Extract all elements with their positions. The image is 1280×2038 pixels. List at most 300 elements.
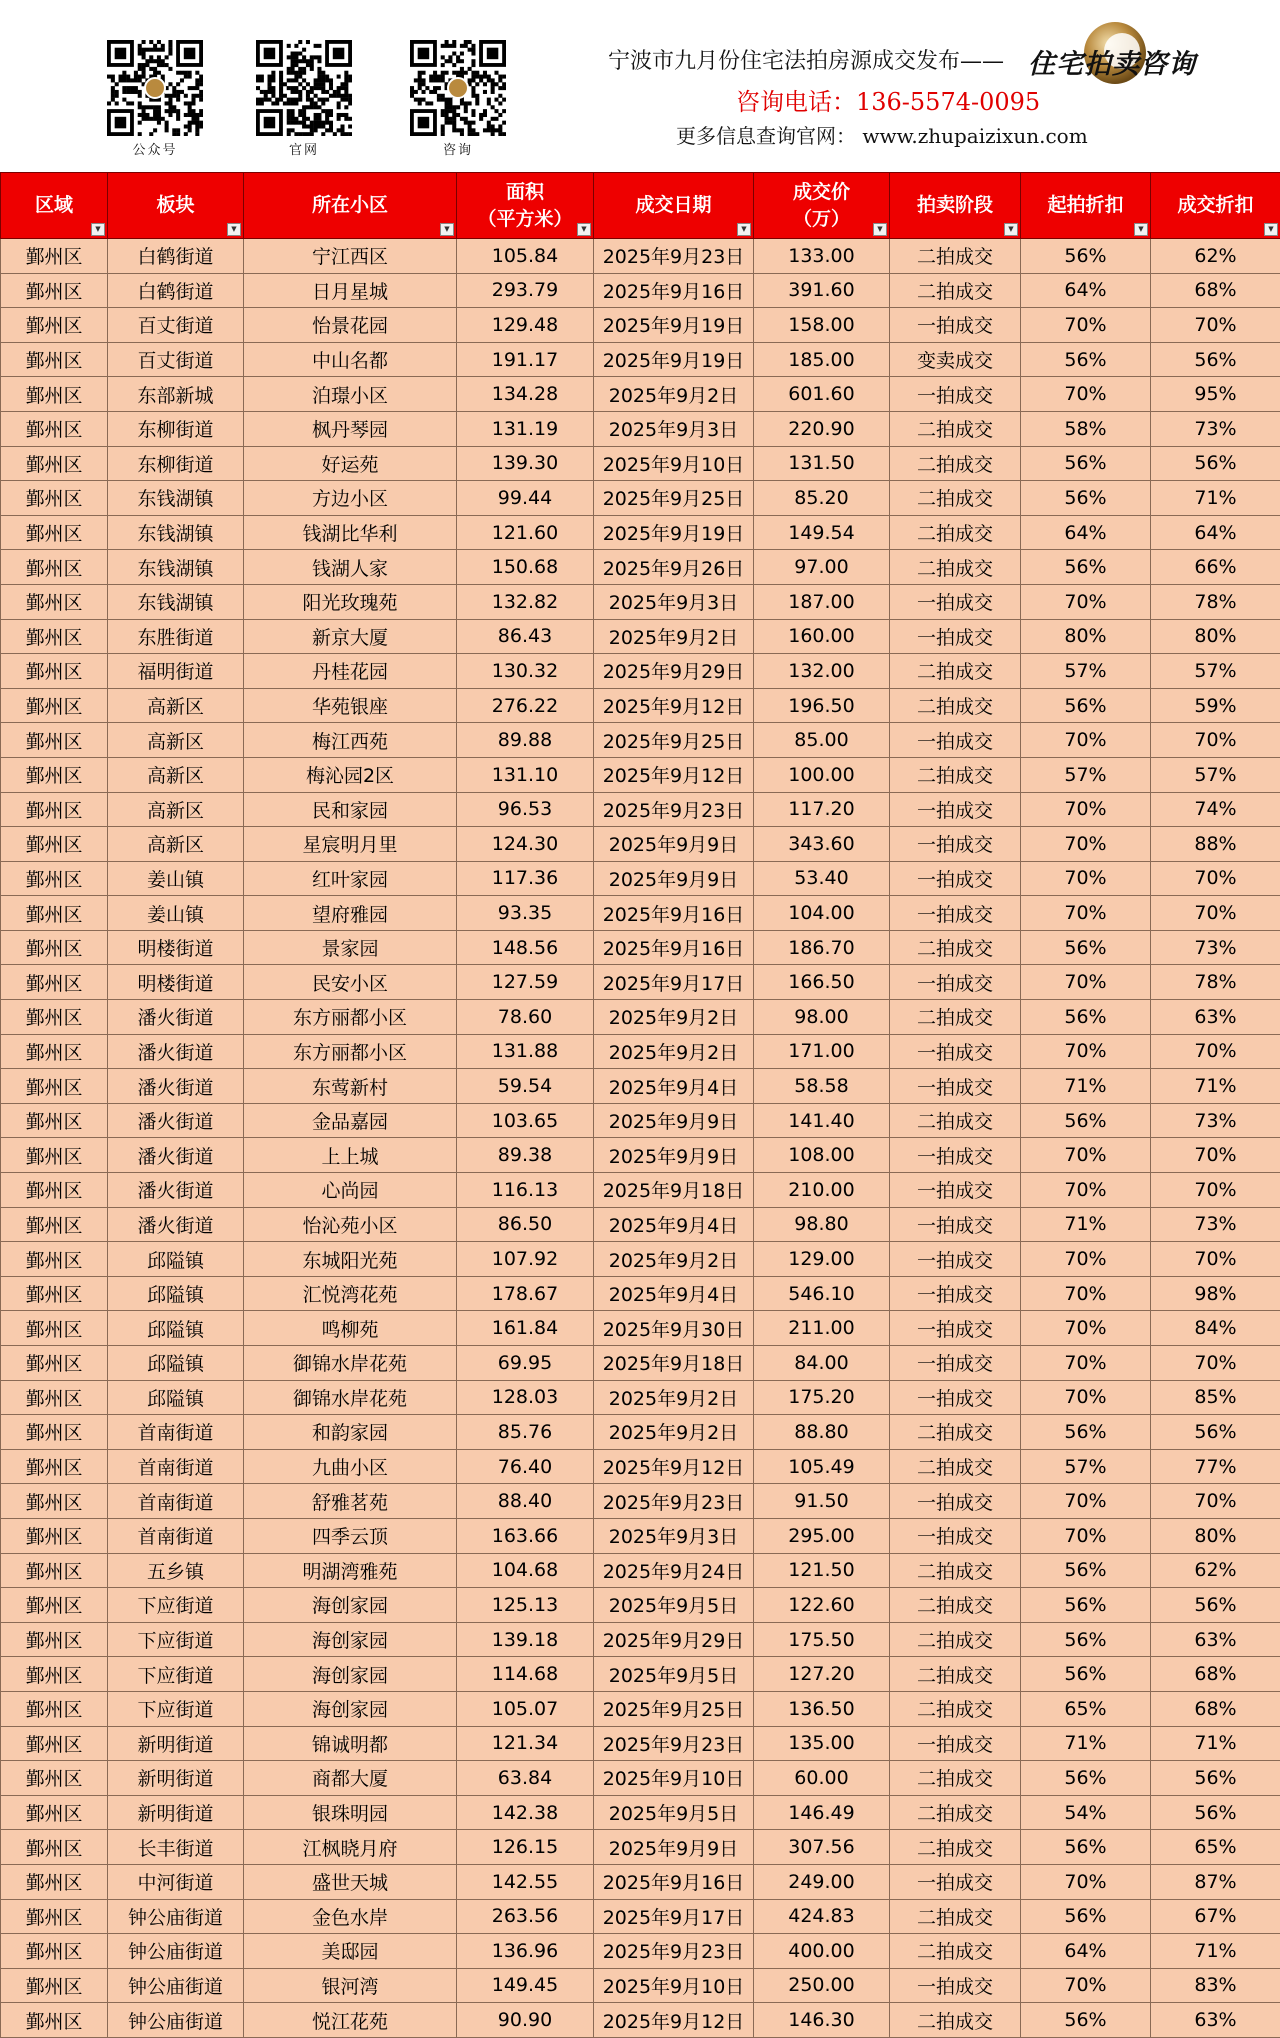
table-row — [1, 965, 1280, 1000]
table-cell: 77% — [1151, 1449, 1280, 1484]
table-cell: 鄞州区 — [1, 1830, 108, 1865]
table-cell: 64% — [1021, 515, 1151, 550]
table-cell: 鄞州区 — [1, 1346, 108, 1381]
column-header-label: 成交价 — [754, 179, 889, 206]
table-cell: 邱隘镇 — [108, 1242, 244, 1277]
table-cell: 175.20 — [754, 1380, 890, 1415]
table-cell: 汇悦湾花苑 — [244, 1276, 457, 1311]
table-cell: 56% — [1021, 2003, 1151, 2038]
table-cell: 2025年9月2日 — [594, 1380, 754, 1415]
table-cell: 59% — [1151, 688, 1280, 723]
table-cell: 2025年9月5日 — [594, 1657, 754, 1692]
table-cell: 127.59 — [457, 965, 594, 1000]
table-cell: 一拍成交 — [890, 1242, 1021, 1277]
table-cell: 望府雅园 — [244, 896, 457, 931]
table-cell: 56% — [1021, 1553, 1151, 1588]
table-cell: 鄞州区 — [1, 584, 108, 619]
table-cell: 139.30 — [457, 446, 594, 481]
table-cell: 二拍成交 — [890, 2003, 1021, 2038]
table-cell: 鄞州区 — [1, 1173, 108, 1208]
table-row — [1, 377, 1280, 412]
table-cell: 117.20 — [754, 792, 890, 827]
table-cell: 70% — [1021, 1138, 1151, 1173]
column-header[interactable] — [1021, 173, 1151, 239]
table-cell: 东钱湖镇 — [108, 515, 244, 550]
table-cell: 70% — [1021, 965, 1151, 1000]
hotline[interactable]: 咨询电话：136-5574-0095 — [736, 82, 1040, 117]
table-row — [1, 411, 1280, 446]
table-cell: 105.84 — [457, 239, 594, 274]
table-cell: 132.00 — [754, 654, 890, 689]
table-cell: 211.00 — [754, 1311, 890, 1346]
table-header-row — [1, 173, 1280, 239]
table-row — [1, 688, 1280, 723]
table-cell: 60.00 — [754, 1761, 890, 1796]
table-cell: 96.53 — [457, 792, 594, 827]
table-cell: 二拍成交 — [890, 550, 1021, 585]
table-cell: 2025年9月12日 — [594, 1449, 754, 1484]
table-cell: 56% — [1021, 930, 1151, 965]
table-cell: 鄞州区 — [1, 1588, 108, 1623]
table-cell: 131.10 — [457, 757, 594, 792]
table-cell: 128.03 — [457, 1380, 594, 1415]
table-cell: 84% — [1151, 1311, 1280, 1346]
table-cell: 2025年9月9日 — [594, 1830, 754, 1865]
table-cell: 136.96 — [457, 1934, 594, 1969]
table-cell: 87% — [1151, 1864, 1280, 1899]
table-cell: 姜山镇 — [108, 861, 244, 896]
table-cell: 明楼街道 — [108, 965, 244, 1000]
table-cell: 东莺新村 — [244, 1069, 457, 1104]
table-cell: 首南街道 — [108, 1415, 244, 1450]
table-cell: 潘火街道 — [108, 1207, 244, 1242]
filter-dropdown-icon[interactable]: ▼ — [873, 223, 887, 236]
table-cell: 56% — [1021, 1000, 1151, 1035]
table-cell: 80% — [1151, 1518, 1280, 1553]
table-cell: 2025年9月2日 — [594, 1000, 754, 1035]
table-cell: 64% — [1021, 273, 1151, 308]
table-cell: 潘火街道 — [108, 1103, 244, 1138]
table-cell: 56% — [1151, 1795, 1280, 1830]
table-cell: 鄞州区 — [1, 757, 108, 792]
table-cell: 70% — [1021, 1311, 1151, 1346]
table-cell: 2025年9月26日 — [594, 550, 754, 585]
filter-dropdown-icon[interactable]: ▼ — [737, 223, 751, 236]
table-cell: 长丰街道 — [108, 1830, 244, 1865]
table-cell: 一拍成交 — [890, 584, 1021, 619]
table-cell: 潘火街道 — [108, 1138, 244, 1173]
table-cell: 鄞州区 — [1, 1034, 108, 1069]
table-cell: 141.40 — [754, 1103, 890, 1138]
filter-dropdown-icon[interactable]: ▼ — [91, 223, 105, 236]
table-cell: 明楼街道 — [108, 930, 244, 965]
table-cell: 2025年9月3日 — [594, 411, 754, 446]
table-cell: 明湖湾雅苑 — [244, 1553, 457, 1588]
table-cell: 73% — [1151, 930, 1280, 965]
table-cell: 166.50 — [754, 965, 890, 1000]
qr-code-consult[interactable] — [410, 40, 506, 158]
table-cell: 鄞州区 — [1, 2003, 108, 2038]
table-cell: 131.50 — [754, 446, 890, 481]
table-cell: 一拍成交 — [890, 1346, 1021, 1381]
table-cell: 四季云顶 — [244, 1518, 457, 1553]
table-cell: 54% — [1021, 1795, 1151, 1830]
table-cell: 70% — [1021, 861, 1151, 896]
table-cell: 鄞州区 — [1, 1276, 108, 1311]
table-cell: 124.30 — [457, 827, 594, 862]
table-cell: 175.50 — [754, 1622, 890, 1657]
table-cell: 83% — [1151, 1968, 1280, 2003]
table-row — [1, 896, 1280, 931]
table-cell: 2025年9月10日 — [594, 446, 754, 481]
table-cell: 2025年9月3日 — [594, 1518, 754, 1553]
table-cell: 93.35 — [457, 896, 594, 931]
table-cell: 63.84 — [457, 1761, 594, 1796]
table-cell: 百丈街道 — [108, 342, 244, 377]
table-cell: 鄞州区 — [1, 1138, 108, 1173]
table-cell: 一拍成交 — [890, 1484, 1021, 1519]
table-cell: 161.84 — [457, 1311, 594, 1346]
table-cell: 梅江西苑 — [244, 723, 457, 758]
table-cell: 343.60 — [754, 827, 890, 862]
table-cell: 东胜街道 — [108, 619, 244, 654]
table-cell: 95% — [1151, 377, 1280, 412]
table-cell: 70% — [1151, 1034, 1280, 1069]
table-cell: 二拍成交 — [890, 1103, 1021, 1138]
table-cell: 70% — [1151, 861, 1280, 896]
table-cell: 潘火街道 — [108, 1069, 244, 1104]
column-header[interactable] — [890, 173, 1021, 239]
table-cell: 邱隘镇 — [108, 1276, 244, 1311]
table-cell: 2025年9月12日 — [594, 757, 754, 792]
column-header-unit: （万） — [754, 206, 889, 233]
column-header[interactable] — [1, 173, 108, 239]
table-row — [1, 584, 1280, 619]
table-cell: 191.17 — [457, 342, 594, 377]
qr-code-wechat[interactable] — [107, 40, 203, 158]
table-row — [1, 757, 1280, 792]
qr-code-icon — [107, 40, 203, 136]
table-row — [1, 515, 1280, 550]
table-cell: 121.60 — [457, 515, 594, 550]
table-cell: 56% — [1021, 481, 1151, 516]
table-cell: 78% — [1151, 584, 1280, 619]
table-row — [1, 1173, 1280, 1208]
table-cell: 99.44 — [457, 481, 594, 516]
table-cell: 70% — [1151, 896, 1280, 931]
table-cell: 70% — [1021, 1518, 1151, 1553]
table-cell: 63% — [1151, 2003, 1280, 2038]
table-cell: 一拍成交 — [890, 619, 1021, 654]
table-cell: 86.43 — [457, 619, 594, 654]
table-cell: 64% — [1021, 1934, 1151, 1969]
table-cell: 华苑银座 — [244, 688, 457, 723]
table-cell: 邱隘镇 — [108, 1346, 244, 1381]
website-line[interactable]: 更多信息查询官网： www.zhupaizixun.com — [676, 120, 1088, 149]
table-cell: 68% — [1151, 273, 1280, 308]
table-cell: 70% — [1151, 1138, 1280, 1173]
table-cell: 2025年9月5日 — [594, 1795, 754, 1830]
table-cell: 105.07 — [457, 1691, 594, 1726]
table-row — [1, 273, 1280, 308]
table-cell: 59.54 — [457, 1069, 594, 1104]
table-cell: 125.13 — [457, 1588, 594, 1623]
column-header[interactable] — [1151, 173, 1280, 239]
qr-code-icon — [410, 40, 506, 136]
table-cell: 107.92 — [457, 1242, 594, 1277]
column-header-label: 板块 — [108, 192, 243, 219]
table-cell: 鄞州区 — [1, 481, 108, 516]
table-cell: 二拍成交 — [890, 1588, 1021, 1623]
column-header-unit: （平方米） — [457, 206, 593, 233]
filter-dropdown-icon[interactable]: ▼ — [1134, 223, 1148, 236]
table-cell: 2025年9月2日 — [594, 1034, 754, 1069]
table-cell: 105.49 — [754, 1449, 890, 1484]
table-row — [1, 1207, 1280, 1242]
table-cell: 民和家园 — [244, 792, 457, 827]
table-cell: 80% — [1151, 619, 1280, 654]
column-header[interactable] — [108, 173, 244, 239]
qr-caption: 公众号 — [107, 139, 203, 158]
filter-dropdown-icon[interactable]: ▼ — [1004, 223, 1018, 236]
page-title: 宁波市九月份住宅法拍房源成交发布—— — [608, 44, 1004, 75]
table-cell: 二拍成交 — [890, 1899, 1021, 1934]
table-cell: 鄞州区 — [1, 896, 108, 931]
table-cell: 2025年9月23日 — [594, 239, 754, 274]
table-cell: 鄞州区 — [1, 654, 108, 689]
table-cell: 二拍成交 — [890, 411, 1021, 446]
table-cell: 心尚园 — [244, 1173, 457, 1208]
table-cell: 一拍成交 — [890, 896, 1021, 931]
table-cell: 一拍成交 — [890, 1518, 1021, 1553]
auction-table — [0, 172, 1280, 2038]
table-cell: 70% — [1021, 1034, 1151, 1069]
table-cell: 2025年9月5日 — [594, 1588, 754, 1623]
table-cell: 68% — [1151, 1691, 1280, 1726]
column-header[interactable] — [244, 173, 457, 239]
table-cell: 139.18 — [457, 1622, 594, 1657]
table-cell: 97.00 — [754, 550, 890, 585]
table-cell: 东钱湖镇 — [108, 584, 244, 619]
table-cell: 56% — [1021, 1761, 1151, 1796]
table-cell: 2025年9月2日 — [594, 1415, 754, 1450]
table-cell: 71% — [1021, 1726, 1151, 1761]
table-cell: 116.13 — [457, 1173, 594, 1208]
table-cell: 邱隘镇 — [108, 1311, 244, 1346]
table-cell: 一拍成交 — [890, 1069, 1021, 1104]
table-cell: 2025年9月9日 — [594, 827, 754, 862]
table-row — [1, 1311, 1280, 1346]
table-cell: 二拍成交 — [890, 1622, 1021, 1657]
table-cell: 鄞州区 — [1, 1449, 108, 1484]
table-cell: 高新区 — [108, 688, 244, 723]
table-cell: 东柳街道 — [108, 411, 244, 446]
column-header[interactable] — [457, 173, 594, 239]
table-cell: 56% — [1021, 1657, 1151, 1692]
table-cell: 美邸园 — [244, 1934, 457, 1969]
table-cell: 78.60 — [457, 1000, 594, 1035]
table-row — [1, 1034, 1280, 1069]
table-cell: 潘火街道 — [108, 1034, 244, 1069]
table-cell: 58% — [1021, 411, 1151, 446]
table-cell: 鄞州区 — [1, 1657, 108, 1692]
table-cell: 2025年9月30日 — [594, 1311, 754, 1346]
table-cell: 梅沁园2区 — [244, 757, 457, 792]
table-cell: 下应街道 — [108, 1588, 244, 1623]
table-cell: 下应街道 — [108, 1622, 244, 1657]
table-cell: 186.70 — [754, 930, 890, 965]
filter-dropdown-icon[interactable]: ▼ — [1264, 223, 1278, 236]
table-cell: 鄞州区 — [1, 1000, 108, 1035]
table-cell: 鄞州区 — [1, 550, 108, 585]
page-header — [0, 0, 1280, 172]
table-cell: 103.65 — [457, 1103, 594, 1138]
table-cell: 商都大厦 — [244, 1761, 457, 1796]
table-row — [1, 1000, 1280, 1035]
table-row — [1, 1346, 1280, 1381]
table-cell: 鄞州区 — [1, 515, 108, 550]
table-cell: 景家园 — [244, 930, 457, 965]
table-cell: 锦诚明都 — [244, 1726, 457, 1761]
table-row — [1, 1518, 1280, 1553]
table-cell: 宁江西区 — [244, 239, 457, 274]
table-cell: 怡景花园 — [244, 308, 457, 343]
table-cell: 鄞州区 — [1, 930, 108, 965]
table-cell: 53.40 — [754, 861, 890, 896]
table-cell: 307.56 — [754, 1830, 890, 1865]
table-row — [1, 1761, 1280, 1796]
table-cell: 鄞州区 — [1, 792, 108, 827]
table-cell: 鄞州区 — [1, 723, 108, 758]
table-cell: 131.19 — [457, 411, 594, 446]
table-cell: 66% — [1151, 550, 1280, 585]
table-cell: 64% — [1151, 515, 1280, 550]
table-row — [1, 1830, 1280, 1865]
table-cell: 121.50 — [754, 1553, 890, 1588]
table-cell: 鄞州区 — [1, 619, 108, 654]
table-cell: 70% — [1151, 723, 1280, 758]
table-cell: 白鹤街道 — [108, 239, 244, 274]
table-cell: 160.00 — [754, 619, 890, 654]
filter-dropdown-icon[interactable]: ▼ — [577, 223, 591, 236]
table-cell: 二拍成交 — [890, 1553, 1021, 1588]
table-cell: 潘火街道 — [108, 1173, 244, 1208]
table-cell: 2025年9月23日 — [594, 1934, 754, 1969]
table-cell: 鄞州区 — [1, 1795, 108, 1830]
table-cell: 295.00 — [754, 1518, 890, 1553]
table-cell: 中山名都 — [244, 342, 457, 377]
table-cell: 2025年9月16日 — [594, 273, 754, 308]
table-cell: 鄞州区 — [1, 377, 108, 412]
table-cell: 高新区 — [108, 792, 244, 827]
table-cell: 163.66 — [457, 1518, 594, 1553]
table-cell: 鄞州区 — [1, 1380, 108, 1415]
table-cell: 70% — [1021, 723, 1151, 758]
table-cell: 鄞州区 — [1, 1864, 108, 1899]
column-header-label: 起拍折扣 — [1021, 192, 1150, 219]
column-header[interactable] — [594, 173, 754, 239]
table-cell: 2025年9月25日 — [594, 1691, 754, 1726]
table-cell: 2025年9月23日 — [594, 1484, 754, 1519]
table-cell: 56% — [1151, 1761, 1280, 1796]
table-cell: 变卖成交 — [890, 342, 1021, 377]
qr-code-website[interactable] — [256, 40, 352, 158]
table-cell: 舒雅茗苑 — [244, 1484, 457, 1519]
table-cell: 二拍成交 — [890, 757, 1021, 792]
table-cell: 2025年9月24日 — [594, 1553, 754, 1588]
table-cell: 70% — [1021, 896, 1151, 931]
table-cell: 70% — [1021, 1276, 1151, 1311]
table-cell: 56% — [1021, 239, 1151, 274]
table-cell: 鄞州区 — [1, 1761, 108, 1796]
table-cell: 2025年9月2日 — [594, 377, 754, 412]
table-cell: 二拍成交 — [890, 1415, 1021, 1450]
table-cell: 鸣柳苑 — [244, 1311, 457, 1346]
table-row — [1, 723, 1280, 758]
table-cell: 二拍成交 — [890, 1795, 1021, 1830]
table-cell: 鄞州区 — [1, 1207, 108, 1242]
table-row — [1, 1069, 1280, 1104]
table-cell: 鄞州区 — [1, 1726, 108, 1761]
brand-name: 住宅拍卖咨询 — [1028, 42, 1196, 81]
table-cell: 56% — [1151, 446, 1280, 481]
table-cell: 一拍成交 — [890, 1968, 1021, 2003]
filter-dropdown-icon[interactable]: ▼ — [227, 223, 241, 236]
filter-dropdown-icon[interactable]: ▼ — [440, 223, 454, 236]
table-cell: 钟公庙街道 — [108, 1968, 244, 2003]
table-cell: 121.34 — [457, 1726, 594, 1761]
table-cell: 88% — [1151, 827, 1280, 862]
table-cell: 姜山镇 — [108, 896, 244, 931]
table-row — [1, 1484, 1280, 1519]
table-row — [1, 239, 1280, 274]
table-cell: 146.30 — [754, 2003, 890, 2038]
table-cell: 高新区 — [108, 723, 244, 758]
table-cell: 135.00 — [754, 1726, 890, 1761]
table-cell: 东部新城 — [108, 377, 244, 412]
table-cell: 56% — [1021, 342, 1151, 377]
table-cell: 鄞州区 — [1, 1484, 108, 1519]
table-cell: 70% — [1151, 1242, 1280, 1277]
table-cell: 142.38 — [457, 1795, 594, 1830]
table-row — [1, 1726, 1280, 1761]
table-cell: 五乡镇 — [108, 1553, 244, 1588]
table-cell: 一拍成交 — [890, 1726, 1021, 1761]
table-cell: 210.00 — [754, 1173, 890, 1208]
table-cell: 56% — [1151, 1588, 1280, 1623]
column-header[interactable] — [754, 173, 890, 239]
table-cell: 56% — [1151, 342, 1280, 377]
table-cell: 149.54 — [754, 515, 890, 550]
table-cell: 146.49 — [754, 1795, 890, 1830]
table-cell: 85.00 — [754, 723, 890, 758]
table-cell: 2025年9月19日 — [594, 308, 754, 343]
table-cell: 178.67 — [457, 1276, 594, 1311]
table-cell: 2025年9月4日 — [594, 1069, 754, 1104]
table-cell: 57% — [1021, 1449, 1151, 1484]
table-cell: 73% — [1151, 411, 1280, 446]
table-cell: 悦江花苑 — [244, 2003, 457, 2038]
table-cell: 东钱湖镇 — [108, 481, 244, 516]
table-cell: 129.48 — [457, 308, 594, 343]
table-cell: 鄞州区 — [1, 965, 108, 1000]
table-cell: 149.45 — [457, 1968, 594, 2003]
table-cell: 上上城 — [244, 1138, 457, 1173]
table-cell: 鄞州区 — [1, 861, 108, 896]
table-cell: 御锦水岸花苑 — [244, 1380, 457, 1415]
table-cell: 高新区 — [108, 757, 244, 792]
table-cell: 142.55 — [457, 1864, 594, 1899]
